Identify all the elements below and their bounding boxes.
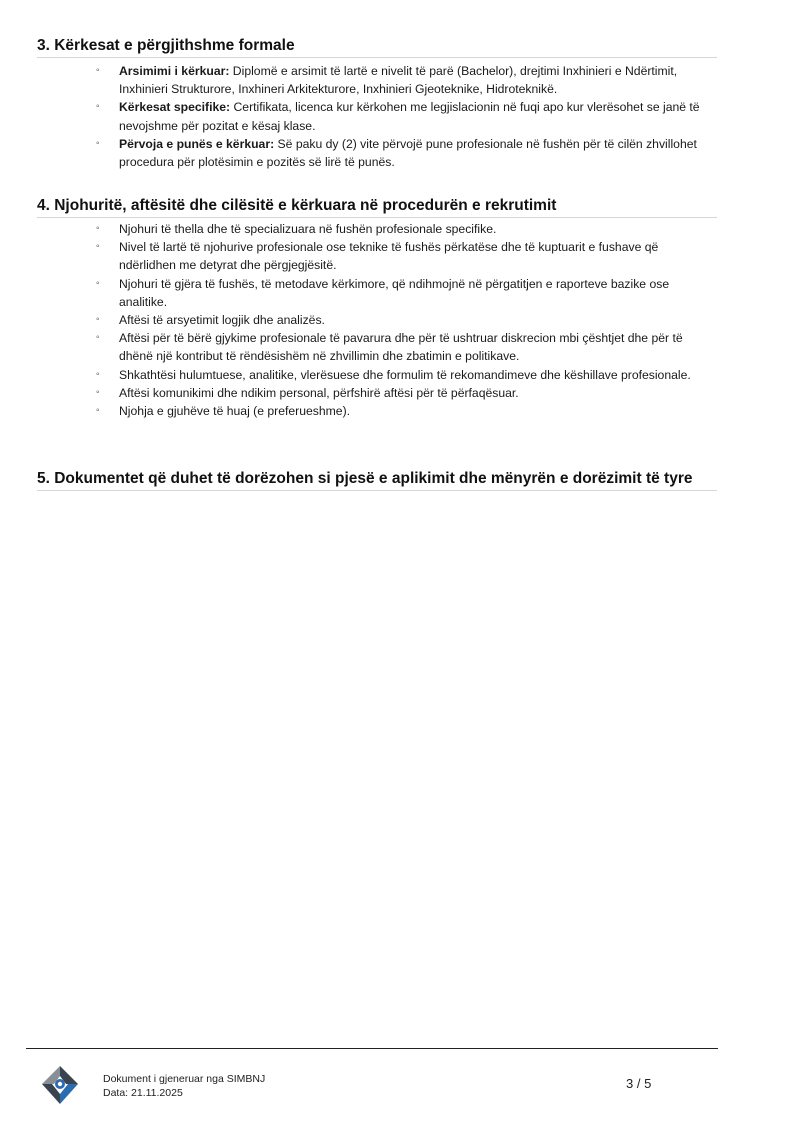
footer-divider [26,1048,718,1049]
list-item [96,402,717,420]
item-text: Aftësi komunikimi dhe ndikim personal, përfshirë aftësi për të përfaqësuar. [119,385,519,400]
item-lead: Përvoja e punës e kërkuar: [119,136,275,151]
section-general-requirements [37,36,717,171]
item-text: Njohja e gjuhëve të huaj (e preferueshme). [119,404,351,419]
bullet-icon: ◦ [96,241,100,253]
list-item [96,329,717,365]
bullet-icon: ◦ [96,65,100,76]
list-item [96,98,717,134]
requirements-list [37,62,717,171]
list-item [96,366,717,384]
item-text: Njohuri të gjëra të fushës, të metodave kërkimore, që ndihmojnë në përgatitjen e raporteve bazike ose analitike. [119,276,670,309]
simbnj-logo-icon [40,1064,80,1106]
list-item [96,135,717,171]
list-item [96,384,717,402]
item-lead: Kërkesat specifike: [119,100,231,115]
item-text: Aftësi të arsyetimit logjik dhe analizës. [119,313,325,328]
bullet-icon: ◦ [96,277,100,289]
item-text: Njohuri të thella dhe të specializuara në fushën profesionale specifike. [119,222,497,236]
section-heading: 5. Dokumentet që duhet të dorëzohen si pjesë e aplikimit dhe mënyrën e dorëzimit të tyre [37,469,717,491]
item-text: Së paku dy (2) vite përvojë pune profesionale në fushën për të cilën zhvillohet procedura për plotësimin e pozitës së lirë të punës. [119,136,697,170]
section-knowledge-skills [37,196,717,420]
bullet-icon: ◦ [96,386,100,398]
section-heading: 3. Kërkesat e përgjithshme formale [37,36,717,58]
footer-info [103,1072,265,1100]
item-text: Aftësi për të bërë gjykime profesionale të pavarura dhe për të ushtruar diskrecion mbi çështjet dhe për të dhënë një kontribut të rëndësishëm në zhvillimin dhe zbatimin e politikave. [119,331,683,364]
skills-list [37,220,717,420]
logo-center-core [58,1082,62,1086]
section-heading: 4. Njohuritë, aftësitë dhe cilësitë e kërkuara në procedurën e rekrutimit [37,196,717,218]
bullet-icon: ◦ [96,368,100,380]
item-text: Diplomë e arsimit të lartë e nivelit të parë (Bachelor), drejtimi Inxhinieri e Ndërtimit, Inxhinieri Strukturore, Inxhineri Arkitekturore, Inxhinieri Gjeoteknike, Hidroteknikë. [119,64,678,97]
bullet-icon: ◦ [96,314,100,326]
list-item [96,275,717,311]
list-item [96,220,717,238]
item-text: Shkathtësi hulumtuese, analitike, vlerësuese dhe formulim të rekomandimeve dhe këshillave profesionale. [119,367,691,382]
item-lead: Arsimimi i kërkuar: [119,64,230,78]
footer-date: Data: 21.11.2025 [103,1087,183,1099]
section-application-documents [37,469,717,491]
footer-generated-by: Dokument i gjeneruar nga SIMBNJ [103,1073,266,1085]
item-text: Nivel të lartë të njohurive profesionale ose teknike të fushës përkatëse dhe të kuptuarit e fushave që ndërlidhen me detyrat dhe përgjegjësitë. [119,240,659,273]
bullet-icon: ◦ [96,223,100,234]
list-item [96,62,717,98]
list-item [96,238,717,274]
page-number: 3 / 5 [626,1076,652,1091]
list-item [96,311,717,329]
bullet-icon: ◦ [96,101,100,113]
bullet-icon: ◦ [96,137,100,149]
bullet-icon: ◦ [96,332,100,344]
item-text: Certifikata, licenca kur kërkohen me legjislacionin në fuqi apo kur vlerësohet se janë të nevojshme për pozitat e kësaj klase. [119,100,700,133]
bullet-icon: ◦ [96,405,100,417]
